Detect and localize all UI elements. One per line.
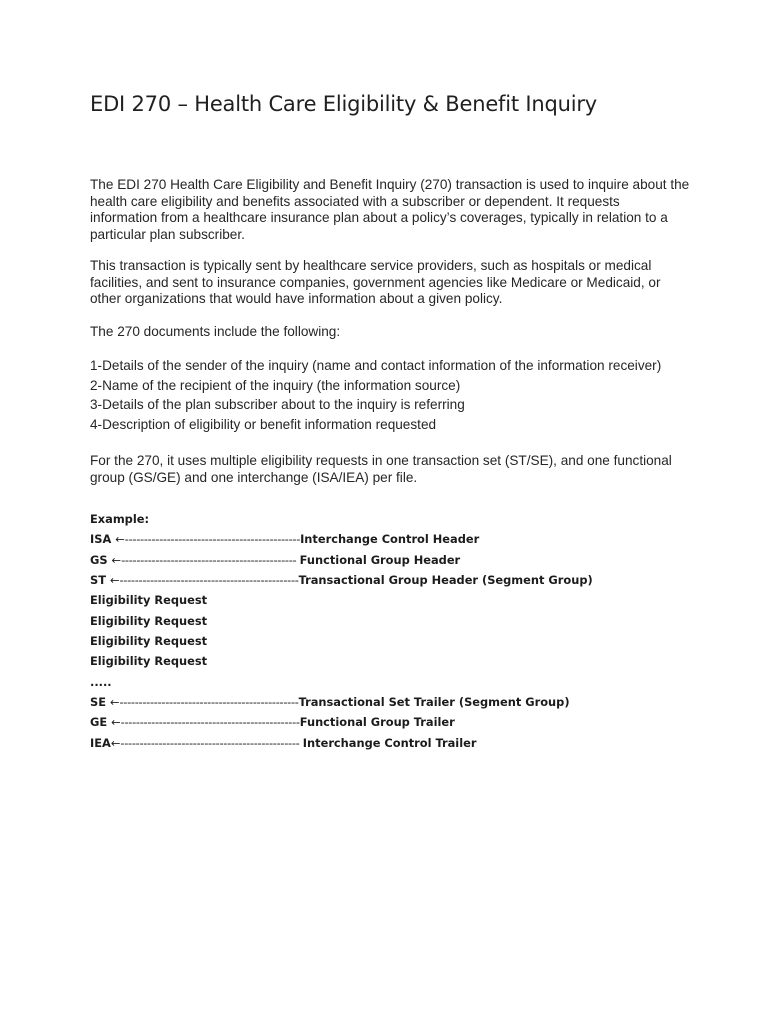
example-heading: Example: (90, 512, 150, 526)
includes-paragraph: The 270 documents include the following: (90, 324, 341, 339)
ellipsis-line: ..... (90, 674, 112, 689)
segment-label: Transactional Group Header (Segment Group) (298, 573, 593, 588)
eligibility-request-line: Eligibility Request (90, 654, 208, 669)
dash-leader: ----------------------------------------------- (119, 573, 299, 588)
eligibility-request-line: Eligibility Request (90, 634, 208, 649)
segment-code: SE (90, 695, 110, 710)
left-arrow-icon: ← (109, 695, 120, 710)
segment-code: ISA (90, 532, 116, 547)
dash-leader: ---------------------------------------------- (121, 552, 300, 567)
left-arrow-icon: ← (109, 573, 120, 588)
segment-code: GS (90, 552, 112, 567)
segment-code: GE (90, 715, 112, 730)
document-title: EDI 270 – Health Care Eligibility & Benefit Inquiry (90, 92, 598, 116)
example-line-gs (90, 550, 710, 570)
dash-leader: ---------------------------------------------- (124, 532, 301, 547)
example-line-isa (90, 529, 710, 549)
left-arrow-icon: ← (115, 532, 125, 547)
dash-leader: ----------------------------------------------- (119, 695, 299, 710)
left-arrow-icon: ← (111, 715, 121, 730)
structure-paragraph: For the 270, it uses multiple eligibility requests in one transaction set (ST/SE), and one functional group (GS/GE) and one interchange (ISA/IEA) per file. (90, 453, 672, 485)
segment-label: Transactional Set Trailer (Segment Group) (298, 695, 570, 710)
example-line-se (90, 692, 710, 712)
list-item: 4-Description of eligibility or benefit information requested (90, 416, 437, 432)
left-arrow-icon: ← (111, 552, 122, 567)
dash-leader: ----------------------------------------------- (120, 735, 303, 750)
list-item: 2-Name of the recipient of the inquiry (the information source) (90, 377, 461, 393)
eligibility-request-line: Eligibility Request (90, 613, 208, 628)
left-arrow-icon: ← (110, 735, 121, 750)
example-line-st (90, 570, 710, 590)
intro-paragraph: The EDI 270 Health Care Eligibility and Benefit Inquiry (270) transaction is used to inquire about the health care eligibility and benefits associated with a subscriber or dependent. It requests information from a healthcare insurance plan about a policy’s coverages, typically in relation to a particular plan subscriber. (90, 177, 690, 242)
segment-label: Interchange Control Trailer (302, 735, 477, 750)
dash-leader: ----------------------------------------------- (120, 715, 300, 730)
example-line-iea (90, 733, 710, 753)
senders-paragraph: This transaction is typically sent by healthcare service providers, such as hospitals or medical facilities, and sent to insurance companies, government agencies like Medicare or Medicaid, or other organizations that would have information about a given policy. (90, 258, 661, 306)
contents-list (90, 356, 690, 434)
example-line-ge (90, 712, 710, 732)
segment-label: Functional Group Trailer (299, 715, 455, 730)
list-item: 3-Details of the plan subscriber about to the inquiry is referring (90, 397, 465, 412)
segment-code: ST (90, 573, 110, 588)
list-item: 1-Details of the sender of the inquiry (name and contact information of the information receiver) (90, 358, 662, 373)
segment-label: Interchange Control Header (300, 532, 480, 547)
example-block (90, 509, 710, 753)
eligibility-request-line: Eligibility Request (90, 593, 208, 608)
segment-label: Functional Group Header (299, 552, 461, 567)
segment-code: IEA (90, 735, 111, 750)
